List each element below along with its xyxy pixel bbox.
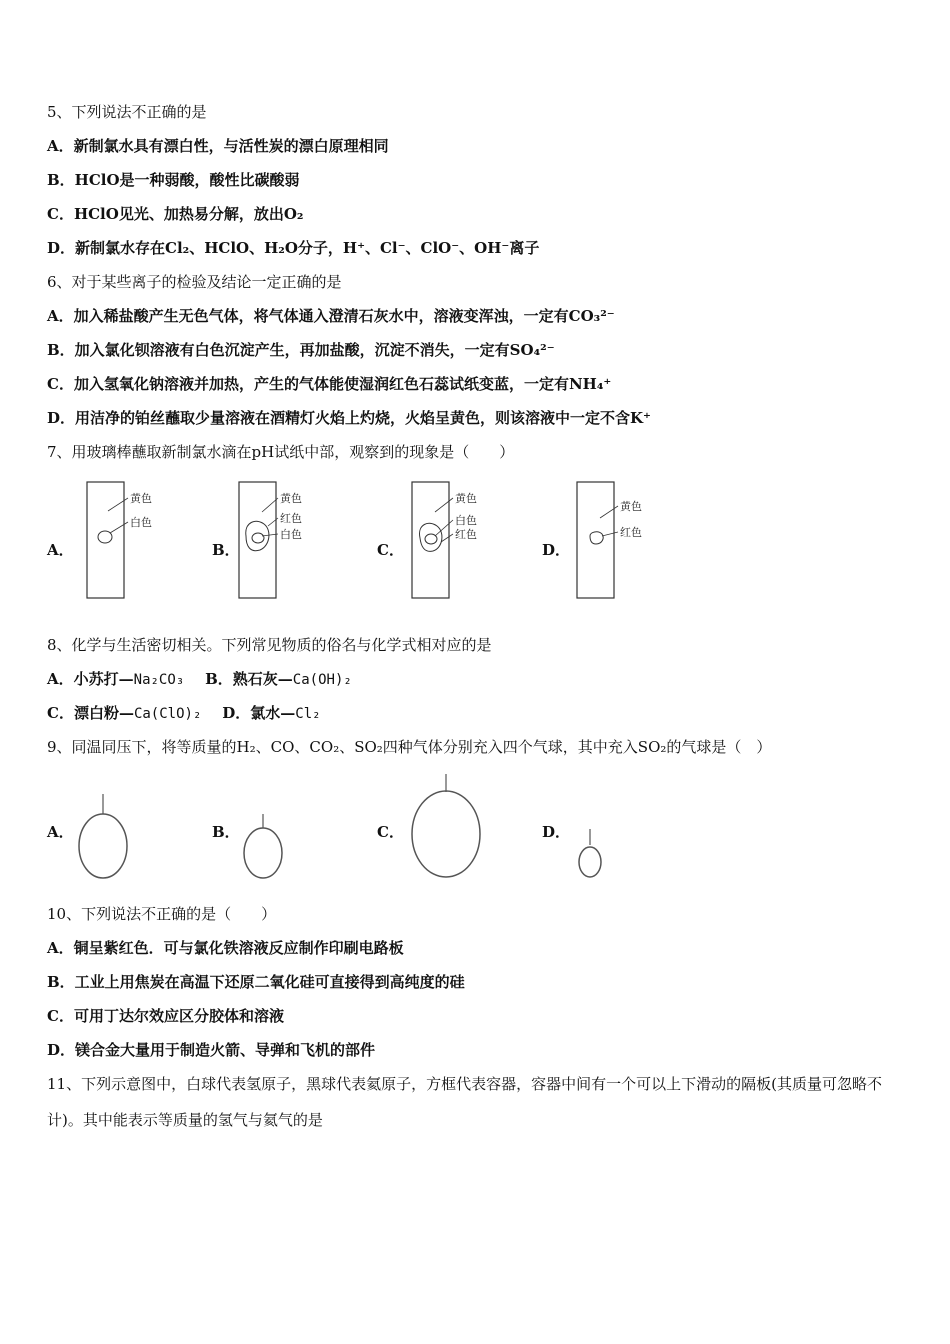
q8-option-b-label: B．熟石灰— — [205, 670, 293, 688]
q10-stem: 10、下列说法不正确的是（ ） — [47, 905, 277, 923]
q8-option-c-label: C．漂白粉— — [47, 704, 134, 722]
q7c-color-1: 黄色 — [455, 492, 477, 505]
q9-balloon-d — [575, 825, 610, 885]
q8-options-ab — [47, 669, 352, 690]
q7-label-b: B． — [212, 541, 240, 559]
q7-stem: 7、用玻璃棒蘸取新制氯水滴在pH试纸中部，观察到的现象是（ ） — [47, 443, 515, 461]
q7c-color-3: 红色 — [455, 528, 477, 541]
q5-stem: 5、下列说法不正确的是 — [47, 103, 207, 121]
q7-label-d: D． — [542, 541, 571, 559]
q8-options-cd — [47, 703, 321, 724]
q8-option-a-label: A．小苏打— — [47, 670, 134, 688]
q7-diagram-b — [232, 478, 332, 603]
q7d-color-2: 红色 — [620, 526, 642, 539]
q9-balloon-b — [240, 810, 290, 885]
q9-balloon-a — [75, 790, 135, 885]
q10-option-d: D．镁合金大量用于制造火箭、导弹和飞机的部件 — [47, 1041, 376, 1059]
q7-diagram-d — [570, 478, 670, 603]
q7-label-a: A． — [47, 541, 74, 559]
q10-option-c: C．可用丁达尔效应区分胶体和溶液 — [47, 1007, 284, 1025]
q5-option-c: C．HClO见光、加热易分解，放出O₂ — [47, 205, 304, 223]
q8-option-d-label: D．氯水— — [222, 704, 296, 722]
q8-option-b-formula: Ca(OH)₂ — [292, 672, 352, 688]
q7b-color-3: 白色 — [280, 528, 302, 541]
q8-option-a-formula: Na₂CO₃ — [133, 672, 185, 688]
q9-label-b: B． — [212, 823, 240, 841]
q5-option-a: A．新制氯水具有漂白性，与活性炭的漂白原理相同 — [47, 137, 389, 155]
q9-stem: 9、同温同压下，将等质量的H₂、CO、CO₂、SO₂四种气体分别充入四个气球，其中充入SO₂的气球是（ ） — [47, 738, 772, 756]
q5-option-b: B．HClO是一种弱酸，酸性比碳酸弱 — [47, 171, 300, 189]
q10-option-b: B．工业上用焦炭在高温下还原二氧化硅可直接得到高纯度的硅 — [47, 973, 465, 991]
q9-label-d: D． — [542, 823, 571, 841]
q9-label-c: C． — [377, 823, 404, 841]
q7b-color-2: 红色 — [280, 512, 302, 525]
q6-stem: 6、对于某些离子的检验及结论一定正确的是 — [47, 273, 342, 291]
q7a-color-1: 黄色 — [130, 492, 152, 505]
q6-option-c: C．加入氢氧化钠溶液并加热，产生的气体能使湿润红色石蕊试纸变蓝，一定有NH₄⁺ — [47, 375, 612, 393]
q5-option-d: D．新制氯水存在Cl₂、HClO、H₂O分子，H⁺、Cl⁻、ClO⁻、OH⁻离子 — [47, 239, 540, 257]
q9-label-a: A． — [47, 823, 74, 841]
q7-diagram-a — [80, 478, 180, 603]
q8-option-d-formula: Cl₂ — [295, 706, 321, 722]
q6-option-d: D．用洁净的铂丝蘸取少量溶液在酒精灯火焰上灼烧，火焰呈黄色，则该溶液中一定不含K⁺ — [47, 409, 651, 427]
q7-diagram-c — [405, 478, 505, 603]
q9-balloon-c — [408, 770, 488, 885]
q7-label-c: C． — [377, 541, 404, 559]
q7d-color-1: 黄色 — [620, 500, 642, 513]
q10-option-a: A．铜呈紫红色．可与氯化铁溶液反应制作印刷电路板 — [47, 939, 404, 957]
q6-option-b: B．加入氯化钡溶液有白色沉淀产生，再加盐酸，沉淀不消失，一定有SO₄²⁻ — [47, 341, 555, 359]
q8-stem: 8、化学与生活密切相关。下列常见物质的俗名与化学式相对应的是 — [47, 636, 492, 654]
q7b-color-1: 黄色 — [280, 492, 302, 505]
q7a-color-2: 白色 — [130, 516, 152, 529]
q11-stem: 11、下列示意图中，白球代表氢原子，黑球代表氦原子，方框代表容器，容器中间有一个可以上下滑动的隔板(其质量可忽略不计)。其中能表示等质量的氢气与氦气的是 — [47, 1075, 882, 1129]
q6-option-a: A．加入稀盐酸产生无色气体，将气体通入澄清石灰水中，溶液变浑浊，一定有CO₃²⁻ — [47, 307, 615, 325]
q7c-color-2: 白色 — [455, 514, 477, 527]
q8-option-c-formula: Ca(ClO)₂ — [133, 706, 202, 722]
